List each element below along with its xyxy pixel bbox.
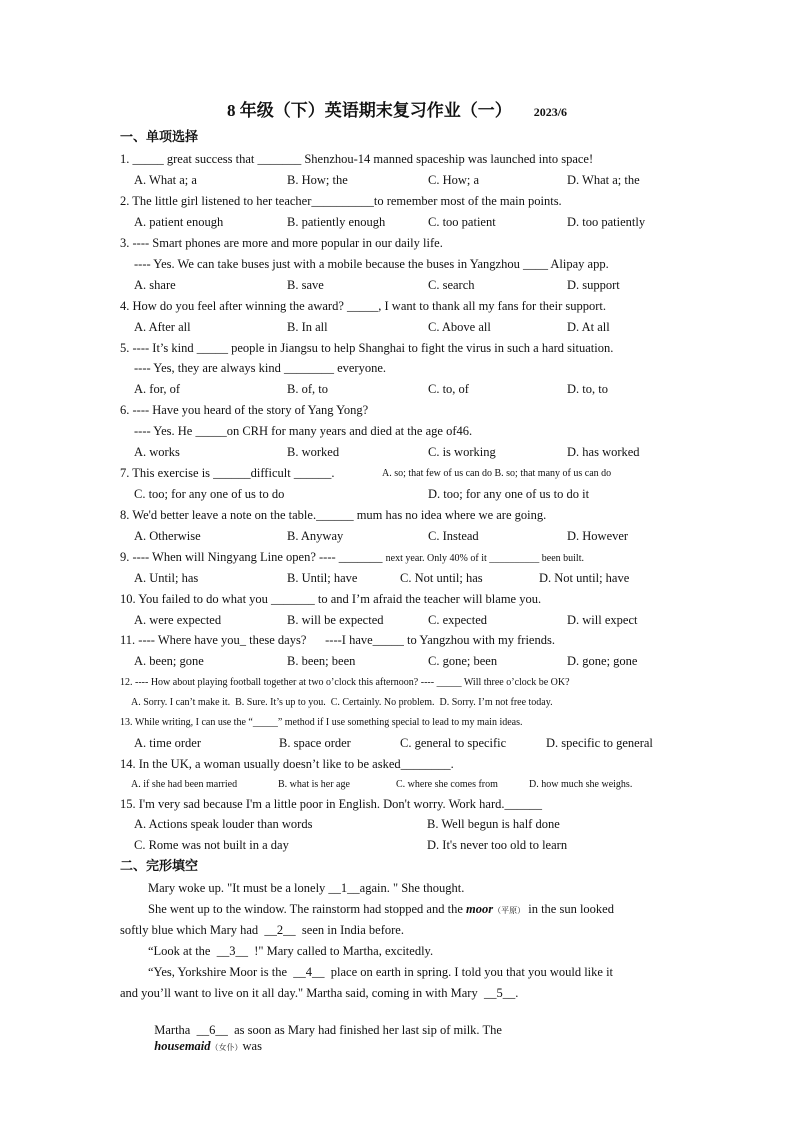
- passage-paragraph-3: “Look at the __3__ !" Mary called to Martha, excitedly.: [148, 944, 434, 958]
- q6-stem: 6. ---- Have you heard of the story of Yang Yong?: [120, 403, 369, 417]
- q11-stem: 11. ---- Where have you_ these days? ----I have_____ to Yangzhou with my friends.: [120, 633, 555, 647]
- option-b: B. will be expected: [287, 613, 384, 627]
- option-c: C. Above all: [428, 320, 491, 334]
- q7-stem: 7. This exercise is ______difficult ______.: [120, 466, 335, 480]
- option-a: A. Otherwise: [134, 529, 201, 543]
- option-b: B. patiently enough: [287, 215, 386, 229]
- option-c: C. Not until; has: [400, 571, 483, 585]
- option-d: D. specific to general: [546, 736, 653, 750]
- q10-stem: 10. You failed to do what you _______ to and I’m afraid the teacher will blame you.: [120, 592, 542, 606]
- vocab-gloss: （女仆）: [210, 1043, 243, 1052]
- passage-text: was: [242, 1039, 262, 1053]
- passage-paragraph-1: Mary woke up. "It must be a lonely __1__again. " She thought.: [148, 881, 465, 895]
- option-b: B. space order: [279, 736, 351, 750]
- q15-stem: 15. I'm very sad because I'm a little poor in English. Don't worry. Work hard.______: [120, 797, 542, 811]
- q9-stem-main: 9. ---- When will Ningyang Line open? ---- _______: [120, 550, 383, 564]
- option-d: D. too; for any one of us to do it: [428, 487, 590, 501]
- passage-text: in the sun looked: [528, 902, 614, 916]
- vocab-gloss: （平原）: [493, 906, 526, 915]
- option-a: A. for, of: [134, 382, 181, 396]
- vocab-word-housemaid: housemaid: [154, 1039, 211, 1053]
- passage-paragraph-4-cont: and you’ll want to live on it all day." Martha said, coming in with Mary __5__.: [120, 986, 519, 1000]
- passage-paragraph-4: “Yes, Yorkshire Moor is the __4__ place on earth in spring. I told you that you would like it: [148, 965, 614, 979]
- option-d: D. to, to: [567, 382, 608, 396]
- q6-stem2: ---- Yes. He _____on CRH for many years and died at the age of46.: [134, 424, 473, 438]
- q8-stem: 8. We'd better leave a note on the table.______ mum has no idea where we are going.: [120, 508, 547, 522]
- option-d: D. It's never too old to learn: [427, 838, 568, 852]
- q5-stem2: ---- Yes, they are always kind ________ everyone.: [134, 361, 387, 375]
- option-c: C. expected: [428, 613, 488, 627]
- option-d: D. gone; gone: [567, 654, 638, 668]
- option-a: A. were expected: [134, 613, 222, 627]
- option-a: A. time order: [134, 736, 201, 750]
- option-b: B. save: [287, 278, 324, 292]
- option-a: A. works: [134, 445, 180, 459]
- q12-stem: 12. ---- How about playing football together at two o’clock this afternoon? ---- _____ Will three o’clock be OK?: [120, 677, 570, 688]
- option-d: D. too patiently: [567, 215, 646, 229]
- option-b: B. of, to: [287, 382, 328, 396]
- option-b: B. been; been: [287, 654, 356, 668]
- option-a: A. patient enough: [134, 215, 224, 229]
- vocab-word-moor: moor: [466, 902, 494, 916]
- passage-text: She went up to the window. The rainstorm had stopped and the: [148, 902, 463, 916]
- option-b: B. what is her age: [278, 779, 350, 790]
- q7-options-ab: A. so; that few of us can do B. so; that many of us can do: [382, 468, 612, 479]
- option-d: D. At all: [567, 320, 610, 334]
- option-b: B. In all: [287, 320, 328, 334]
- q2-stem: 2. The little girl listened to her teacher__________to remember most of the main points.: [120, 194, 562, 208]
- option-b: B. How; the: [287, 173, 348, 187]
- option-c: C. to, of: [428, 382, 469, 396]
- page-title: [0, 96, 794, 121]
- option-a: A. been; gone: [134, 654, 204, 668]
- option-d: D. Not until; have: [539, 571, 630, 585]
- option-c: C. is working: [428, 445, 496, 459]
- option-a: A. if she had been married: [131, 779, 238, 790]
- option-a: A. Actions speak louder than words: [134, 817, 313, 831]
- passage-paragraph-2-cont: softly blue which Mary had __2__ seen in India before.: [120, 923, 404, 937]
- q9-stem-small: next year. Only 40% of it __________ been built.: [385, 553, 584, 564]
- section1-heading: 一、单项选择: [120, 129, 199, 144]
- option-c: C. gone; been: [428, 654, 498, 668]
- q5-stem: 5. ---- It’s kind _____ people in Jiangsu to help Shanghai to fight the virus in such a hard situation.: [120, 341, 614, 355]
- option-c: C. too; for any one of us to do: [134, 487, 285, 501]
- option-c: C. too patient: [428, 215, 496, 229]
- passage-text: Martha __6__ as soon as Mary had finished her last sip of milk. The: [154, 1023, 502, 1037]
- q1-stem: 1. _____ great success that _______ Shenzhou-14 manned spaceship was launched into space!: [120, 152, 594, 166]
- q12-options: A. Sorry. I can’t make it. B. Sure. It’s up to you. C. Certainly. No problem. D. Sorry. I’m not free today.: [131, 697, 553, 708]
- option-c: C. How; a: [428, 173, 480, 187]
- option-a: A. Until; has: [134, 571, 199, 585]
- option-b: B. Anyway: [287, 529, 344, 543]
- q14-stem: 14. In the UK, a woman usually doesn’t like to be asked________.: [120, 757, 454, 771]
- option-a: A. share: [134, 278, 176, 292]
- passage-paragraph-5: [148, 1006, 502, 1056]
- section2-heading: 二、完形填空: [120, 858, 199, 873]
- option-a: A. After all: [134, 320, 191, 334]
- option-d: D. will expect: [567, 613, 638, 627]
- option-d: D. how much she weighs.: [529, 779, 633, 790]
- passage-paragraph-2: [148, 901, 614, 919]
- option-b: B. worked: [287, 445, 340, 459]
- q9-stem: [120, 549, 584, 567]
- date: 2023/6: [533, 105, 568, 119]
- option-d: D. What a; the: [567, 173, 640, 187]
- option-d: D. However: [567, 529, 629, 543]
- title-text: 8 年级（下）英语期末复习作业（一）: [226, 101, 512, 120]
- option-b: B. Until; have: [287, 571, 358, 585]
- option-a: A. What a; a: [134, 173, 197, 187]
- option-c: C. general to specific: [400, 736, 507, 750]
- q3-stem: 3. ---- Smart phones are more and more popular in our daily life.: [120, 236, 443, 250]
- q13-stem: 13. While writing, I can use the “_____” method if I use something special to lead to my main ideas.: [120, 717, 523, 728]
- q4-stem: 4. How do you feel after winning the award? _____, I want to thank all my fans for their support.: [120, 299, 606, 313]
- option-c: C. Rome was not built in a day: [134, 838, 289, 852]
- option-d: D. support: [567, 278, 620, 292]
- option-c: C. where she comes from: [396, 779, 498, 790]
- option-c: C. Instead: [428, 529, 479, 543]
- q3-stem2: ---- Yes. We can take buses just with a mobile because the buses in Yangzhou ____ Alipay app.: [134, 257, 609, 271]
- option-b: B. Well begun is half done: [427, 817, 560, 831]
- option-c: C. search: [428, 278, 475, 292]
- option-d: D. has worked: [567, 445, 640, 459]
